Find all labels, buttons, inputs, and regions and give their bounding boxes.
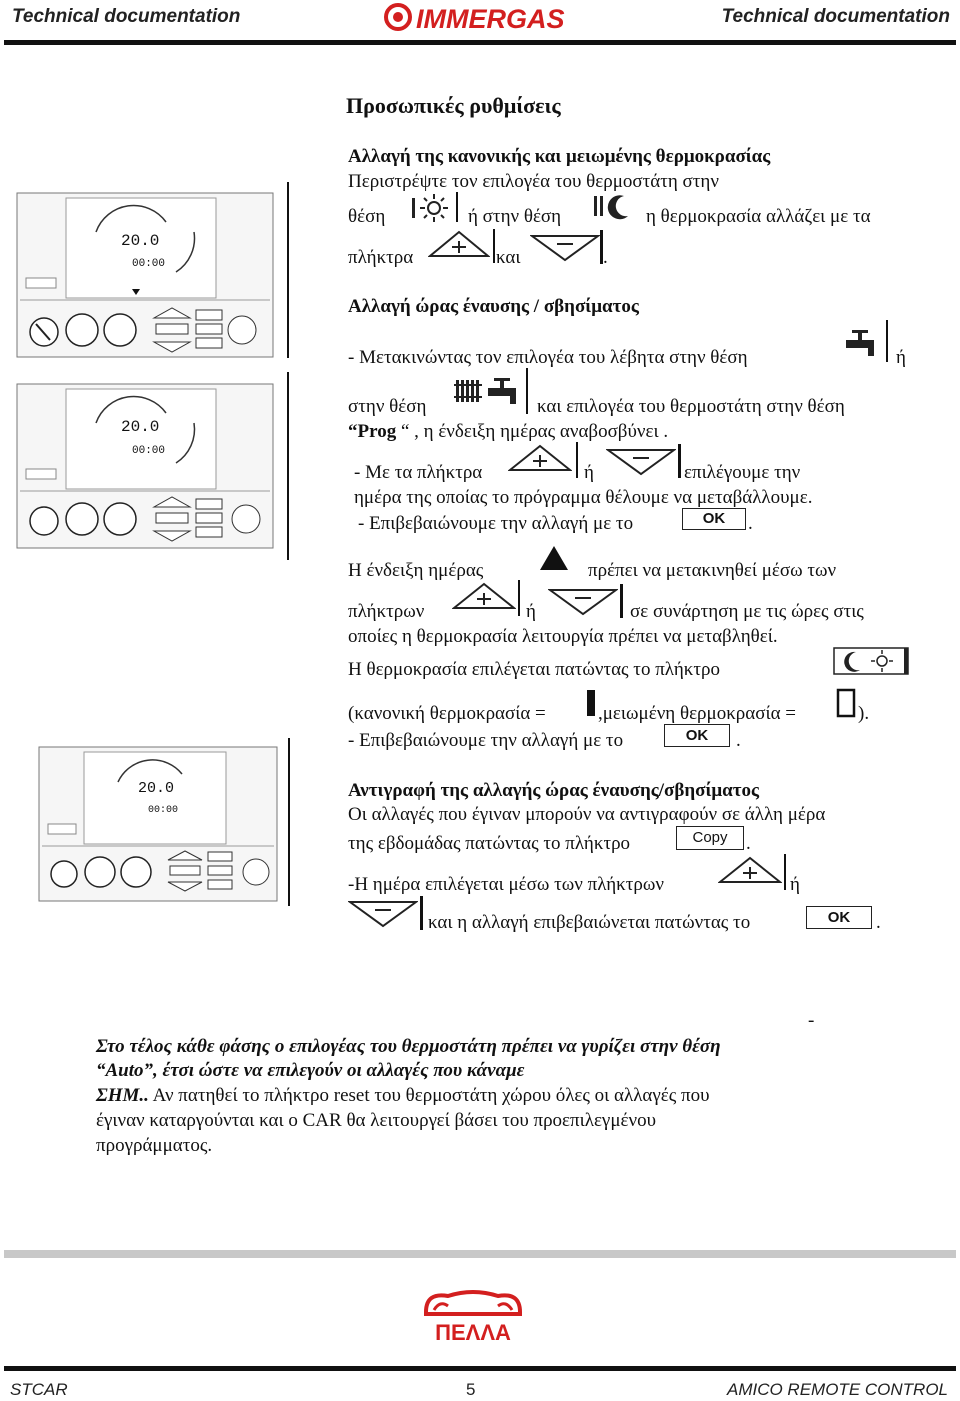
day-pointer-icon (538, 544, 570, 572)
divider (576, 442, 578, 478)
sec3-line: της εβδομάδας πατώντας το πλήκτρο (348, 833, 631, 854)
divider (456, 192, 458, 222)
note-label: ΣΗΜ.. (96, 1085, 149, 1106)
sec2-line: και επιλογέα του θερμοστάτη στην θέση (537, 396, 845, 417)
device-panel-1 (16, 192, 274, 358)
sec2-line: ημέρα της οποίας το πρόγραμμα θέλουμε να μεταβάλλουμε. (354, 487, 813, 508)
ok-key-icon: OK (664, 724, 730, 747)
device-panel-3 (38, 746, 278, 902)
plus-key-icon (508, 444, 572, 474)
sec2-line: ή (584, 462, 594, 483)
sec2-line: (κανονική θερμοκρασία = (348, 703, 546, 724)
note-line: “Auto”, έτσι ώστε να επιλεγούν οι αλλαγές που κάναμε (96, 1060, 525, 1081)
divider (784, 854, 786, 890)
divider (620, 584, 623, 618)
sec2-line: . (736, 730, 741, 751)
sec1-line: . (603, 247, 608, 268)
normal-temp-icon (587, 690, 595, 716)
display-time: 00:00 (132, 258, 166, 270)
sec2-line: ή (526, 601, 536, 622)
sec1-line: θέση (348, 206, 386, 227)
sec1-line: Περιστρέψτε τον επιλογέα του θερμοστάτη στην (348, 171, 719, 192)
note-line: Αν πατηθεί το πλήκτρο reset του θερμοστάτη χώρου όλες οι αλλαγές που (148, 1085, 710, 1106)
ok-key-icon: OK (682, 508, 746, 530)
minus-key-icon (348, 900, 418, 928)
sec2-line: ). (858, 703, 870, 724)
footer-rule (4, 1366, 956, 1371)
copy-key-icon: Copy (676, 826, 744, 850)
display-time: 00:00 (148, 805, 179, 816)
faucet-icon (844, 328, 880, 358)
sec2-line: Η θερμοκρασία επιλέγεται πατώντας το πλήκτρο (348, 659, 720, 680)
sec1-line: ή στην θέση (468, 206, 562, 227)
note-dash: - (808, 1010, 815, 1031)
pella-logo-icon (418, 1286, 528, 1346)
page-title: Προσωπικές ρυθμίσεις (346, 93, 561, 118)
plus-key-icon (452, 582, 516, 612)
divider (288, 738, 290, 906)
sec2-line: . (748, 513, 753, 534)
sec2-line: - Μετακινώντας τον επιλογέα του λέβητα στην θέση (348, 347, 748, 368)
note-line: Στο τέλος κάθε φάσης ο επιλογέας του θερμοστάτη πρέπει να γυρίζει στην θέση (96, 1036, 721, 1057)
sec3-line: ή (790, 874, 800, 895)
sec3-line: και η αλλαγή επιβεβαιώνεται πατώντας το (428, 912, 751, 933)
sec2-line: πρέπει να μετακινηθεί μέσω των (588, 560, 837, 581)
divider (493, 229, 495, 263)
sec2-line: σε συνάρτηση με τις ώρες στις (630, 601, 864, 622)
sec3-line: Οι αλλαγές που έγιναν μπορούν να αντιγραφούν σε άλλη μέρα (348, 804, 826, 825)
display-time: 00:00 (132, 445, 166, 457)
sec3-line: -Η ημέρα επιλέγεται μέσω των πλήκτρων (348, 874, 664, 895)
moon-icon (594, 192, 634, 222)
sec2-line: “ , η ένδειξη ημέρας αναβοσβύνει . (396, 421, 669, 442)
brand-text: IMMERGAS (416, 4, 565, 32)
sec2-line: - Επιβεβαιώνουμε την αλλαγή με το (348, 730, 624, 751)
page-number: 5 (466, 1380, 476, 1399)
sec2-line: - Με τα πλήκτρα (354, 462, 483, 483)
device-panel-2 (16, 383, 274, 549)
divider (287, 372, 289, 560)
display-temp: 20.0 (121, 232, 160, 250)
minus-key-icon (548, 588, 618, 616)
display-temp: 20.0 (121, 418, 160, 436)
pella-logo-text: ΠΕΛΛΑ (435, 1320, 511, 1345)
sec2-line: πλήκτρων (348, 601, 425, 622)
minus-key-icon (606, 448, 676, 476)
divider (420, 896, 423, 930)
reduced-temp-icon (836, 684, 858, 718)
radiator-icon (454, 376, 520, 406)
divider (518, 580, 520, 616)
prog-label: “Prog (348, 421, 397, 442)
sec2-line: ,μειωμένη θερμοκρασία = (598, 703, 797, 724)
minus-key-icon (530, 234, 600, 262)
plus-key-icon (718, 856, 782, 886)
sec1-line: και (496, 247, 521, 268)
pella-logo (418, 1286, 528, 1346)
sec2-line: - Επιβεβαιώνουμε την αλλαγή με το (358, 513, 634, 534)
sec3-line: . (746, 833, 751, 854)
note-line: προγράμματος. (96, 1135, 213, 1156)
sec3-line: . (876, 912, 881, 933)
sec2-line: Η ένδειξη ημέρας (348, 560, 484, 581)
section3-heading: Αντιγραφή της αλλαγής ώρας έναυσης/σβησίματος (348, 780, 760, 801)
divider (287, 182, 289, 358)
header-right: Technical documentation (721, 6, 950, 27)
sun-icon (412, 194, 452, 224)
note-line: έγιναν καταργούνται και ο CAR θα λειτουργεί βάσει του προεπιλεγμένου (96, 1110, 656, 1131)
section2-heading: Αλλαγή ώρας έναυσης / σβησίματος (348, 296, 639, 317)
display-temp: 20.0 (138, 780, 175, 797)
footer-left: STCAR (10, 1380, 68, 1399)
sec1-line: πλήκτρα (348, 247, 414, 268)
plus-key-icon (428, 230, 490, 260)
divider (886, 320, 888, 362)
divider (526, 368, 528, 414)
sec1-line: η θερμοκρασία αλλάζει με τα (646, 206, 871, 227)
header-rule (4, 40, 956, 45)
sec2-line: στην θέση (348, 396, 427, 417)
sec2-line: ή (896, 347, 906, 368)
brand-icon (384, 2, 580, 32)
header-left: Technical documentation (12, 6, 241, 27)
sec2-line: οποίες η θερμοκρασία λειτουργία πρέπει να μεταβληθεί. (348, 626, 778, 647)
footer-right: AMICO REMOTE CONTROL (726, 1380, 948, 1399)
sec2-line: επιλέγουμε την (684, 462, 801, 483)
section1-heading: Αλλαγή της κανονικής και μειωμένης θερμοκρασίας (348, 146, 771, 167)
ok-key-icon: OK (806, 906, 872, 929)
immergas-logo (384, 2, 580, 37)
footer-band (4, 1250, 956, 1258)
temp-selector-icon (832, 646, 910, 676)
divider (678, 444, 681, 478)
